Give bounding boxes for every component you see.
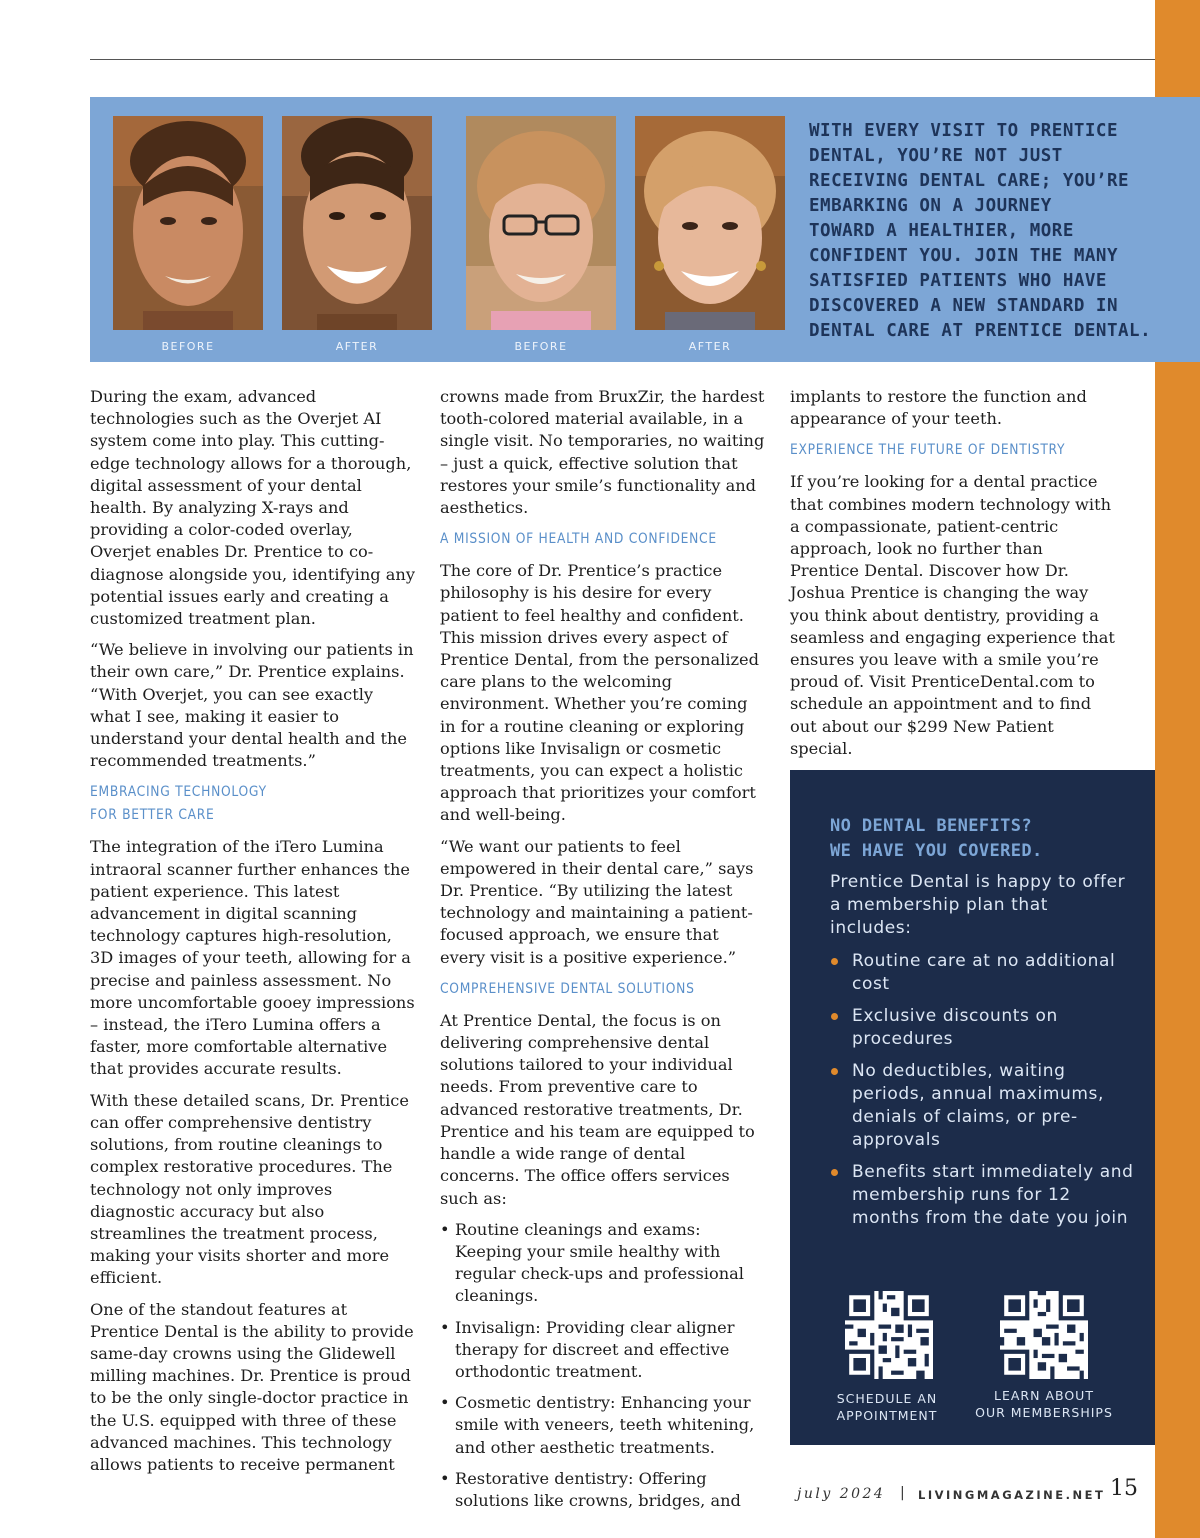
callout-line: DISCOVERED A NEW STANDARD IN: [809, 296, 1119, 316]
qr-label-line: OUR MEMBERSHIPS: [975, 1405, 1113, 1420]
patient2-before-photo: [466, 116, 616, 330]
paragraph: “We want our patients to feel empowered in their dental care,” says Dr. Prentice. “By utilizing the latest technology and maintaining a patient-focused approach, we ensure that every visit is a positive experience.”: [440, 836, 754, 967]
patient2-after-photo: [635, 116, 785, 330]
section-heading: EXPERIENCE THE FUTURE OF DENTISTRY: [790, 442, 1066, 459]
footer-separator: |: [900, 1485, 905, 1501]
paragraph: crowns made from BruxZir, the hardest tooth-colored material available, in a single visit. No temporaries, no waiting – just a quick, effective solution that restores your smile’s functionality and aesthetics.: [440, 387, 765, 518]
list-item: Benefits start immediately and membership runs for 12 months from the date you join: [830, 1161, 1140, 1230]
section-heading: A MISSION OF HEALTH AND CONFIDENCE: [440, 531, 717, 548]
callout-line: DENTAL CARE AT PRENTICE DENTAL.: [809, 321, 1152, 341]
callout-line: DENTAL, YOU’RE NOT JUST: [809, 146, 1063, 166]
paragraph: implants to restore the function and appearance of your teeth.: [790, 387, 1087, 429]
photo-label-after: AFTER: [688, 340, 732, 353]
membership-benefits-list: [830, 950, 1140, 1239]
membership-heading: [830, 814, 1145, 864]
callout-line: EMBARKING ON A JOURNEY: [809, 196, 1052, 216]
list-item: • Cosmetic dentistry: Enhancing your smile with veneers, teeth whitening, and other aesthetic treatments.: [440, 1392, 766, 1459]
top-rule-divider: [90, 59, 1155, 60]
qr-label-schedule: [812, 1390, 962, 1424]
section-heading: COMPREHENSIVE DENTAL SOLUTIONS: [440, 980, 695, 997]
paragraph: At Prentice Dental, the focus is on delivering comprehensive dental solutions tailored to your individual needs. From preventive care to advanced restorative treatments, Dr. Prentice and his team are equipped to handle a wide range of dental concerns. The office offers services such as:: [440, 1010, 755, 1208]
banner-extension: [1155, 97, 1200, 362]
heading-line: WE HAVE YOU COVERED.: [830, 841, 1043, 861]
list-item: • Restorative dentistry: Offering solutions like crowns, bridges, and: [440, 1468, 766, 1512]
heading-line: NO DENTAL BENEFITS?: [830, 816, 1033, 836]
heading-line: FOR BETTER CARE: [90, 807, 215, 824]
schedule-qr-code[interactable]: [845, 1291, 933, 1379]
list-item: Routine care at no additional cost: [830, 950, 1140, 996]
list-item: No deductibles, waiting periods, annual maximums, denials of claims, or pre-approvals: [830, 1060, 1140, 1152]
paragraph: One of the standout features at Prentice Dental is the ability to provide same-day crowns using the Glidewell milling machines. Dr. Prentice is proud to be the only single-doctor practice in the U.S. equipped with three of these advanced machines. This technology allows patients to receive permanent: [90, 1299, 414, 1474]
issue-date: july 2024: [797, 1486, 886, 1502]
qr-label-line: SCHEDULE AN: [836, 1391, 938, 1406]
website-link[interactable]: LIVINGMAGAZINE.NET: [918, 1488, 1106, 1502]
list-item: • Routine cleanings and exams: Keeping your smile healthy with regular check-ups and professional cleanings.: [440, 1219, 766, 1308]
paragraph: If you’re looking for a dental practice that combines modern technology with a compassionate, patient-centric approach, look no further than Prentice Dental. Discover how Dr. Joshua Prentice is changing the way you think about dentistry, providing a seamless and engaging experience that ensures you leave with a smile you’re proud of. Visit PrenticeDental.com to schedule an appointment and to find out about our $299 New Patient special.: [790, 472, 1115, 758]
list-item: Exclusive discounts on procedures: [830, 1005, 1140, 1051]
callout-line: RECEIVING DENTAL CARE; YOU’RE: [809, 171, 1130, 191]
qr-label-memberships: [969, 1387, 1119, 1421]
photo-label-before: BEFORE: [514, 340, 568, 353]
page-number: 15: [1110, 1476, 1138, 1501]
article-column-2: [440, 386, 766, 1521]
photo-label-before: BEFORE: [161, 340, 215, 353]
membership-qr-code[interactable]: [1000, 1291, 1088, 1379]
callout-line: TOWARD A HEALTHIER, MORE: [809, 221, 1074, 241]
photo-label-after: AFTER: [335, 340, 379, 353]
banner-callout: [809, 119, 1154, 344]
callout-line: SATISFIED PATIENTS WHO HAVE: [809, 271, 1107, 291]
qr-label-line: APPOINTMENT: [836, 1408, 938, 1423]
paragraph: “We believe in involving our patients in their own care,” Dr. Prentice explains. “With Overjet, you can see exactly what I see, making it easier to understand your dental health and the recommended treatments.”: [90, 640, 414, 771]
paragraph: The integration of the iTero Lumina intraoral scanner further enhances the patient experience. This latest advancement in digital scanning technology captures high-resolution, 3D images of your teeth, allowing for a precise and painless assessment. No more uncomfortable gooey impressions – instead, the iTero Lumina offers a faster, more comfortable alternative that provides accurate results.: [90, 837, 415, 1079]
callout-line: CONFIDENT YOU. JOIN THE MANY: [809, 246, 1119, 266]
heading-line: EMBRACING TECHNOLOGY: [90, 784, 267, 801]
qr-label-line: LEARN ABOUT: [994, 1388, 1094, 1403]
membership-intro: Prentice Dental is happy to offer a membership plan that includes:: [830, 872, 1126, 938]
section-heading: [90, 781, 377, 827]
article-column-3: [790, 386, 1116, 769]
patient1-after-photo: [282, 116, 432, 330]
article-column-1: [90, 386, 416, 1485]
paragraph: During the exam, advanced technologies such as the Overjet AI system come into play. This cutting-edge technology allows for a thorough, digital assessment of your dental health. By analyzing X-rays and providing a color-coded overlay, Overjet enables Dr. Prentice to co-diagnose alongside you, identifying any potential issues early and creating a customized treatment plan.: [90, 387, 415, 629]
paragraph: With these detailed scans, Dr. Prentice can offer comprehensive dentistry solutions, from routine cleanings to complex restorative procedures. The technology not only improves diagnostic accuracy but also streamlines the treatment process, making your visits shorter and more efficient.: [90, 1090, 409, 1288]
paragraph: The core of Dr. Prentice’s practice philosophy is his desire for every patient to feel healthy and confident. This mission drives every aspect of Prentice Dental, from the personalized care plans to the welcoming environment. Whether you’re coming in for a routine cleaning or exploring options like Invisalign or cosmetic treatments, you can expect a holistic approach that prioritizes your comfort and well-being.: [440, 561, 759, 825]
patient1-before-photo: [113, 116, 263, 330]
callout-line: WITH EVERY VISIT TO PRENTICE: [809, 121, 1119, 141]
services-list: [440, 1219, 766, 1512]
list-item: • Invisalign: Providing clear aligner therapy for discreet and effective orthodontic treatment.: [440, 1317, 766, 1384]
